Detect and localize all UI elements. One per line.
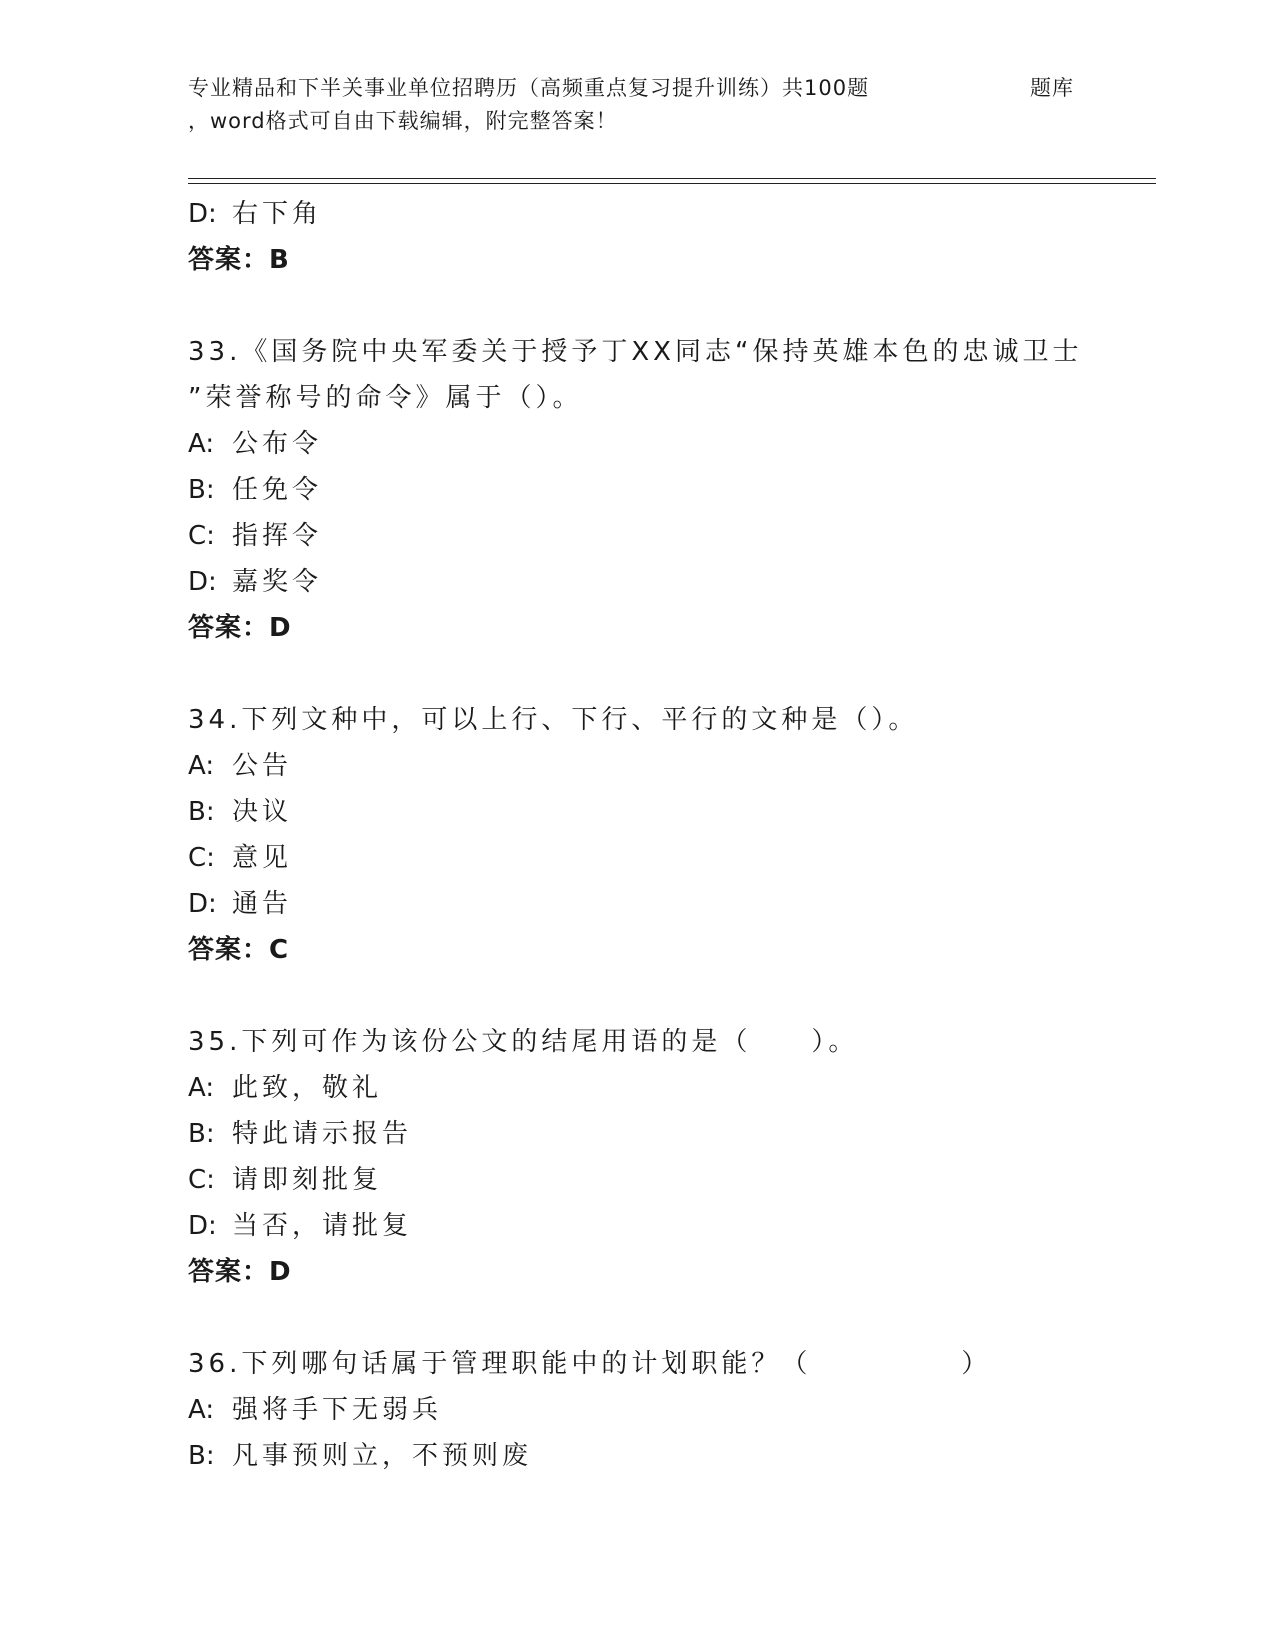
answer-line: 答案：D (188, 613, 292, 643)
option-text: 右下角 (232, 199, 323, 229)
header-divider-bottom (188, 183, 1156, 184)
question-36-stem: 36.下列哪句话属于管理职能中的计划职能？（ ） (188, 1349, 992, 1379)
option-letter: C: (188, 521, 215, 551)
option-text: 嘉奖令 (232, 567, 323, 597)
option-letter: C: (188, 1165, 215, 1195)
option-text: 任免令 (232, 475, 323, 505)
option-text: 特此请示报告 (232, 1119, 413, 1149)
option-d (188, 559, 1148, 605)
option-letter: D: (188, 567, 217, 597)
option-letter: B: (188, 797, 215, 827)
header-row (188, 72, 1158, 105)
option-text: 公告 (232, 751, 293, 781)
option-a (188, 1065, 1148, 1111)
option-text: 凡事预则立，不预则废 (232, 1441, 533, 1471)
option-b (188, 467, 1148, 513)
option-c (188, 1157, 1148, 1203)
spacer (188, 1295, 1148, 1341)
option-b (188, 789, 1148, 835)
option-text: 强将手下无弱兵 (232, 1395, 443, 1425)
option-text: 意见 (232, 843, 293, 873)
option-letter: A: (188, 1073, 215, 1103)
option-c (188, 513, 1148, 559)
option-letter: A: (188, 751, 215, 781)
question-33-stem-line-1: 33.《国务院中央军委关于授予丁XX同志“保持英雄本色的忠诚卫士 (188, 337, 1083, 367)
option-letter: D: (188, 199, 217, 229)
option-letter: B: (188, 475, 215, 505)
page-header (188, 72, 1158, 138)
option-d (188, 1203, 1148, 1249)
answer-line: 答案：B (188, 245, 290, 275)
question-33-stem-line-2: ”荣誉称号的命令》属于（）。 (188, 383, 583, 413)
answer-line: 答案：D (188, 1257, 292, 1287)
spacer (188, 973, 1148, 1019)
question-35-stem: 35.下列可作为该份公文的结尾用语的是（ ）。 (188, 1027, 859, 1057)
option-text: 公布令 (232, 429, 323, 459)
option-text: 请即刻批复 (232, 1165, 383, 1195)
option-c (188, 835, 1148, 881)
document-subtitle: ，word格式可自由下载编辑，附完整答案！ (188, 109, 618, 133)
option-b (188, 1111, 1148, 1157)
option-text: 决议 (232, 797, 293, 827)
option-letter: B: (188, 1441, 215, 1471)
spacer (188, 651, 1148, 697)
document-title: 专业精品和下半关事业单位招聘历（高频重点复习提升训练）共100题 (188, 76, 870, 100)
question-34-stem: 34.下列文种中，可以上行、下行、平行的文种是（）。 (188, 705, 919, 735)
option-a (188, 1387, 1148, 1433)
option-text: 此致，敬礼 (232, 1073, 383, 1103)
option-a (188, 743, 1148, 789)
question-bank-label: 题库 (1030, 76, 1074, 100)
option-d (188, 191, 1148, 237)
option-letter: A: (188, 1395, 215, 1425)
option-letter: B: (188, 1119, 215, 1149)
spacer (188, 283, 1148, 329)
option-d (188, 881, 1148, 927)
option-letter: A: (188, 429, 215, 459)
answer-line: 答案：C (188, 935, 290, 965)
option-text: 指挥令 (232, 521, 323, 551)
option-letter: D: (188, 1211, 217, 1241)
option-letter: D: (188, 889, 217, 919)
option-b (188, 1433, 1148, 1479)
option-text: 通告 (232, 889, 293, 919)
option-a (188, 421, 1148, 467)
question-list (188, 191, 1148, 1479)
header-divider-top (188, 178, 1156, 179)
option-text: 当否，请批复 (232, 1211, 413, 1241)
option-letter: C: (188, 843, 215, 873)
